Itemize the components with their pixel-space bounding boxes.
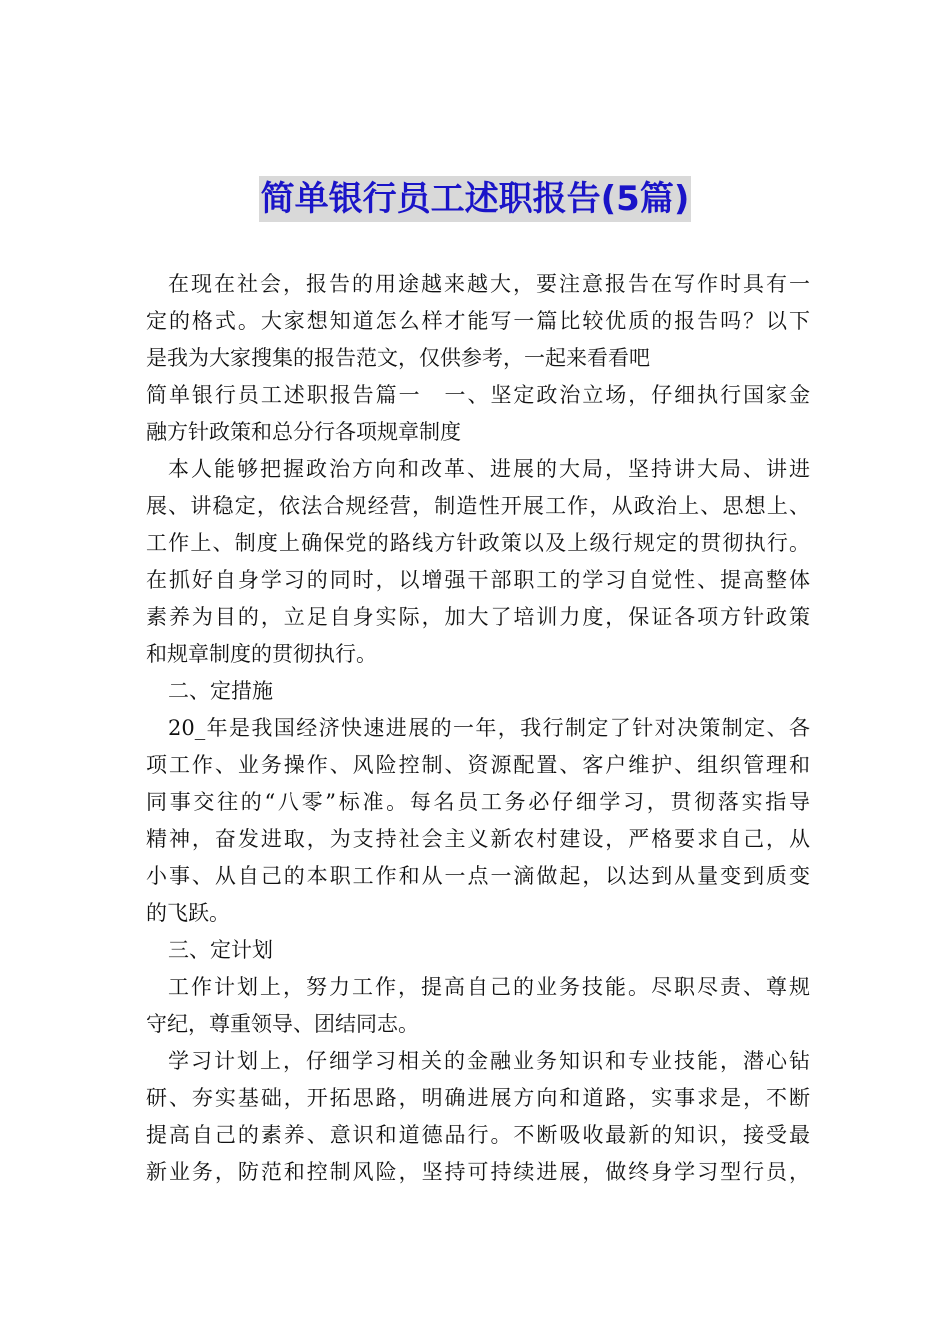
paragraph-line: 小事、从自己的本职工作和从一点一滴做起，以达到从量变到质变 <box>146 864 810 888</box>
paragraph-line: 素养为目的，立足自身实际，加大了培训力度，保证各项方针政策 <box>146 605 810 629</box>
document-title: 简单银行员工述职报告(5篇) <box>259 176 692 222</box>
paragraph-line: 是我为大家搜集的报告范文，仅供参考，一起来看看吧 <box>146 346 650 370</box>
paragraph-line: 本人能够把握政治方向和改革、进展的大局，坚持讲大局、讲进 <box>168 457 810 481</box>
section-heading: 二、定措施 <box>168 679 273 703</box>
title-container <box>0 176 950 222</box>
paragraph-line: 新业务，防范和控制风险，坚持可持续进展，做终身学习型行员， <box>146 1160 810 1184</box>
paragraph-line: 在抓好自身学习的同时，以增强干部职工的学习自觉性、提高整体 <box>146 568 810 592</box>
paragraph-line: 同事交往的“八零”标准。每名员工务必仔细学习，贯彻落实指导 <box>146 790 810 814</box>
paragraph-line: 展、讲稳定，依法合规经营，制造性开展工作，从政治上、思想上、 <box>146 494 810 518</box>
paragraph-line: 守纪，尊重领导、团结同志。 <box>146 1012 419 1036</box>
section-heading: 三、定计划 <box>168 938 273 962</box>
paragraph-line: 的飞跃。 <box>146 901 230 925</box>
paragraph-line: 和规章制度的贯彻执行。 <box>146 642 377 666</box>
paragraph-line: 提高自己的素养、意识和道德品行。不断吸收最新的知识，接受最 <box>146 1123 810 1147</box>
paragraph-line: 项工作、业务操作、风险控制、资源配置、客户维护、组织管理和 <box>146 753 810 777</box>
document-body <box>146 266 810 1191</box>
section-heading-line: 融方针政策和总分行各项规章制度 <box>146 420 461 444</box>
paragraph-line: 20_年是我国经济快速进展的一年，我行制定了针对决策制定、各 <box>168 716 810 740</box>
paragraph-line: 工作计划上，努力工作，提高自己的业务技能。尽职尽责、尊规 <box>168 975 810 999</box>
paragraph-line: 精神，奋发进取，为支持社会主义新农村建设，严格要求自己，从 <box>146 827 810 851</box>
paragraph-line: 工作上、制度上确保党的路线方针政策以及上级行规定的贯彻执行。 <box>146 531 810 555</box>
section-heading-line: 简单银行员工述职报告篇一 一、坚定政治立场，仔细执行国家金 <box>146 383 810 407</box>
paragraph-line: 在现在社会，报告的用途越来越大，要注意报告在写作时具有一 <box>168 272 810 296</box>
paragraph-line: 研、夯实基础，开拓思路，明确进展方向和道路，实事求是，不断 <box>146 1086 810 1110</box>
paragraph-line: 定的格式。大家想知道怎么样才能写一篇比较优质的报告吗？以下 <box>146 309 810 333</box>
paragraph-line: 学习计划上，仔细学习相关的金融业务知识和专业技能，潜心钻 <box>168 1049 810 1073</box>
